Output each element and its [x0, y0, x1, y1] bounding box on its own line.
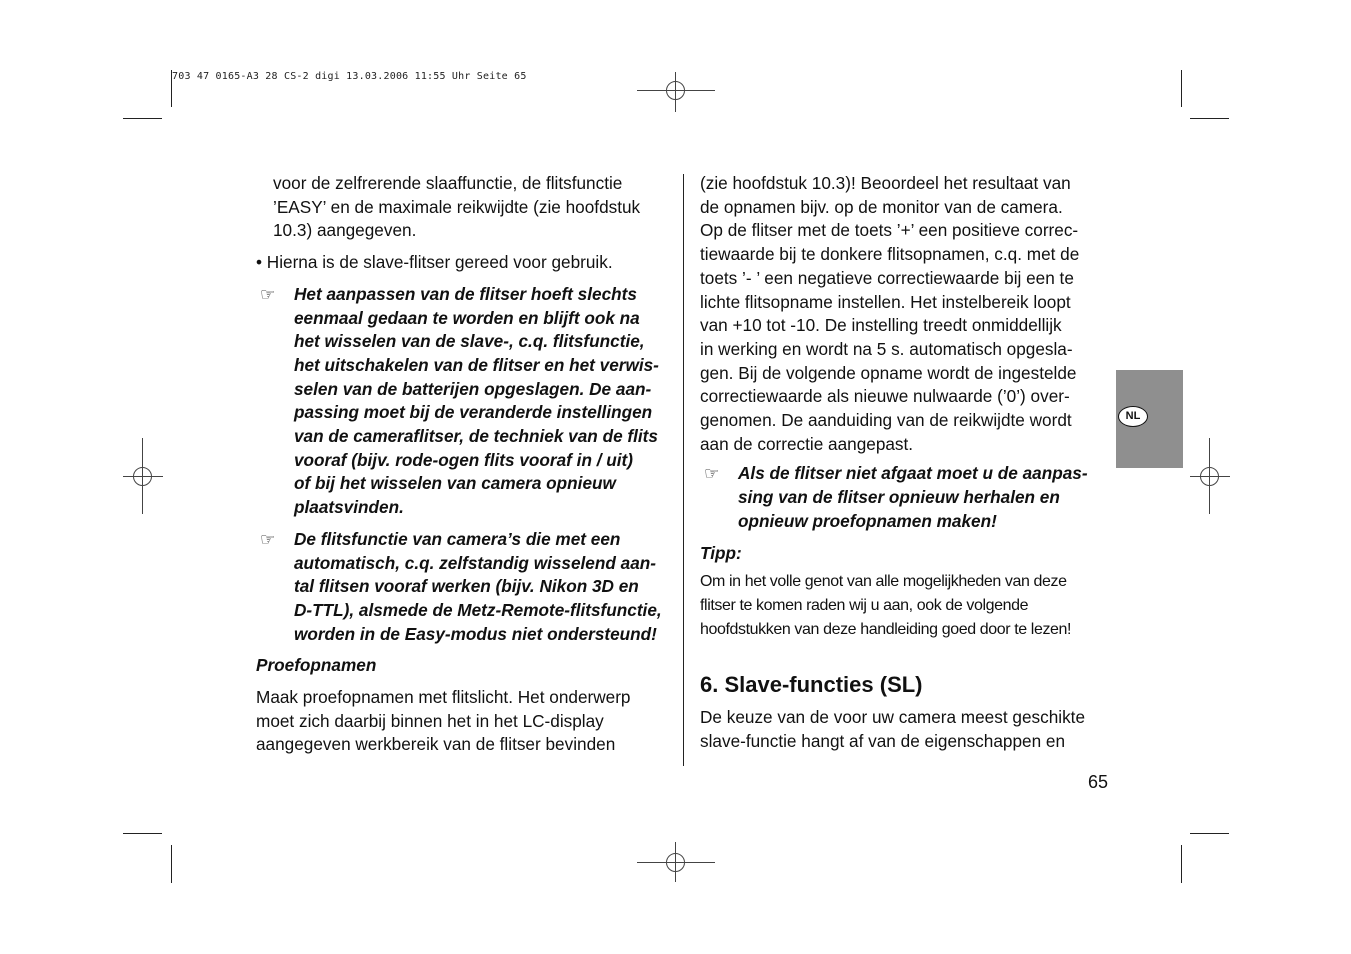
column-divider	[683, 174, 684, 766]
paragraph-line: aan de correctie aangepast.	[700, 433, 914, 454]
note-line: plaatsvinden.	[294, 497, 404, 518]
crop-mark	[171, 70, 172, 107]
note-line: tal flitsen vooraf werken (bijv. Nikon 3D en	[294, 576, 639, 597]
bullet-item: • Hierna is de slave-flitser gereed voor gebruik.	[256, 252, 613, 273]
paragraph-line: genomen. De aanduiding van de reikwijdte wordt	[700, 410, 1072, 431]
note-line: D-TTL), alsmede de Metz-Remote-flitsfunctie,	[294, 599, 662, 620]
note-line: worden in de Easy-modus niet ondersteund!	[294, 623, 657, 644]
pointing-hand-icon: ☞	[260, 529, 276, 549]
paragraph-line: voor de zelfrerende slaaffunctie, de flitsfunctie	[273, 173, 623, 193]
tip-line: hoofdstukken van deze handleiding goed door te lezen!	[700, 621, 1072, 639]
crop-mark	[1181, 845, 1182, 883]
right-column	[700, 172, 1110, 754]
paragraph-line: 10.3) aangegeven.	[273, 220, 417, 241]
crop-mark	[123, 118, 162, 119]
note-line: of bij het wisselen van camera opnieuw	[294, 473, 616, 494]
note-line: sing van de flitser opnieuw herhalen en	[738, 487, 1060, 508]
registration-mark-icon	[637, 842, 715, 882]
tip-line: flitser te komen raden wij u aan, ook de volgende	[700, 597, 1029, 615]
paragraph-line: moet zich daarbij binnen het in het LC-display	[256, 710, 604, 731]
note-line: vooraf (bijv. rode-ogen flits vooraf in / uit)	[294, 449, 633, 470]
note-line: opnieuw proefopnamen maken!	[738, 510, 997, 531]
tip-label: Tipp:	[700, 542, 742, 563]
paragraph-line: gen. Bij de volgende opname wordt de ingestelde	[700, 362, 1077, 383]
paragraph-line: (zie hoofdstuk 10.3)! Beoordeel het resultaat van	[700, 173, 1071, 193]
note-line: Het aanpassen van de flitser hoeft slechts	[294, 283, 637, 304]
note-line: passing moet bij de veranderde instellingen	[294, 402, 653, 423]
section-title: 6. Slave-functies (SL)	[700, 672, 923, 698]
pointing-hand-icon: ☞	[260, 284, 276, 304]
note-block	[700, 462, 1110, 533]
note-line: automatisch, c.q. zelfstandig wisselend aan-	[294, 552, 656, 573]
paragraph-line: de opnamen bijv. op de monitor van de camera.	[700, 196, 1063, 217]
paragraph-line: De keuze van de voor uw camera meest geschikte	[700, 707, 1085, 728]
paragraph-line: ’EASY’ en de maximale reikwijdte (zie hoofdstuk	[273, 196, 641, 217]
note-line: De flitsfunctie van camera’s die met een	[294, 528, 621, 549]
paragraph-line: toets ’- ’ een negatieve correctiewaarde bij een te	[700, 267, 1074, 288]
crop-mark	[123, 833, 162, 834]
crop-mark	[1190, 833, 1229, 834]
pointing-hand-icon: ☞	[704, 464, 720, 484]
print-header: 703 47 0165-A3 28 CS-2 digi 13.03.2006 11:55 Uhr Seite 65	[172, 71, 527, 82]
paragraph-line: tiewaarde bij te donkere flitsopnamen, c.q. met de	[700, 244, 1080, 265]
paragraph-line: lichte flitsopname instellen. Het instelbereik loopt	[700, 291, 1071, 312]
paragraph-line: aangegeven werkbereik van de flitser bevinden	[256, 734, 616, 755]
note-block	[256, 283, 676, 520]
paragraph-line: van +10 tot -10. De instelling treedt onmiddellijk	[700, 315, 1062, 336]
note-line: Als de flitser niet afgaat moet u de aanpas-	[738, 463, 1088, 484]
crop-mark	[1190, 118, 1229, 119]
paragraph-line: in werking en wordt na 5 s. automatisch opgesla-	[700, 338, 1073, 359]
tip-text	[700, 570, 1110, 642]
note-line: van de cameraflitser, de techniek van de flits	[294, 426, 658, 447]
paragraph-line: correctiewaarde als nieuwe nulwaarde (’0’) over-	[700, 386, 1070, 407]
note-line: het wisselen van de slave-, c.q. flitsfunctie,	[294, 331, 645, 352]
registration-mark-icon	[637, 72, 715, 112]
note-line: selen van de batterijen opgeslagen. De aan-	[294, 378, 652, 399]
subheading: Proefopnamen	[256, 655, 377, 676]
tip-line: Om in het volle genot van alle mogelijkheden van deze	[700, 573, 1067, 591]
paragraph-line: Maak proefopnamen met flitslicht. Het onderwerp	[256, 687, 631, 708]
note-line: het uitschakelen van de flitser en het verwis-	[294, 354, 659, 375]
language-badge: NL	[1118, 406, 1148, 427]
paragraph-line: Op de flitser met de toets ’+’ een positieve correc-	[700, 220, 1079, 241]
crop-mark	[171, 845, 172, 883]
paragraph-line: slave-functie hangt af van de eigenschappen en	[700, 730, 1066, 751]
page-number: 65	[1088, 772, 1109, 792]
note-block	[256, 528, 676, 647]
registration-mark-icon	[123, 438, 163, 514]
note-line: eenmaal gedaan te worden en blijft ook na	[294, 307, 640, 328]
crop-mark	[1181, 70, 1182, 107]
left-column	[256, 172, 676, 757]
registration-mark-icon	[1190, 438, 1230, 514]
